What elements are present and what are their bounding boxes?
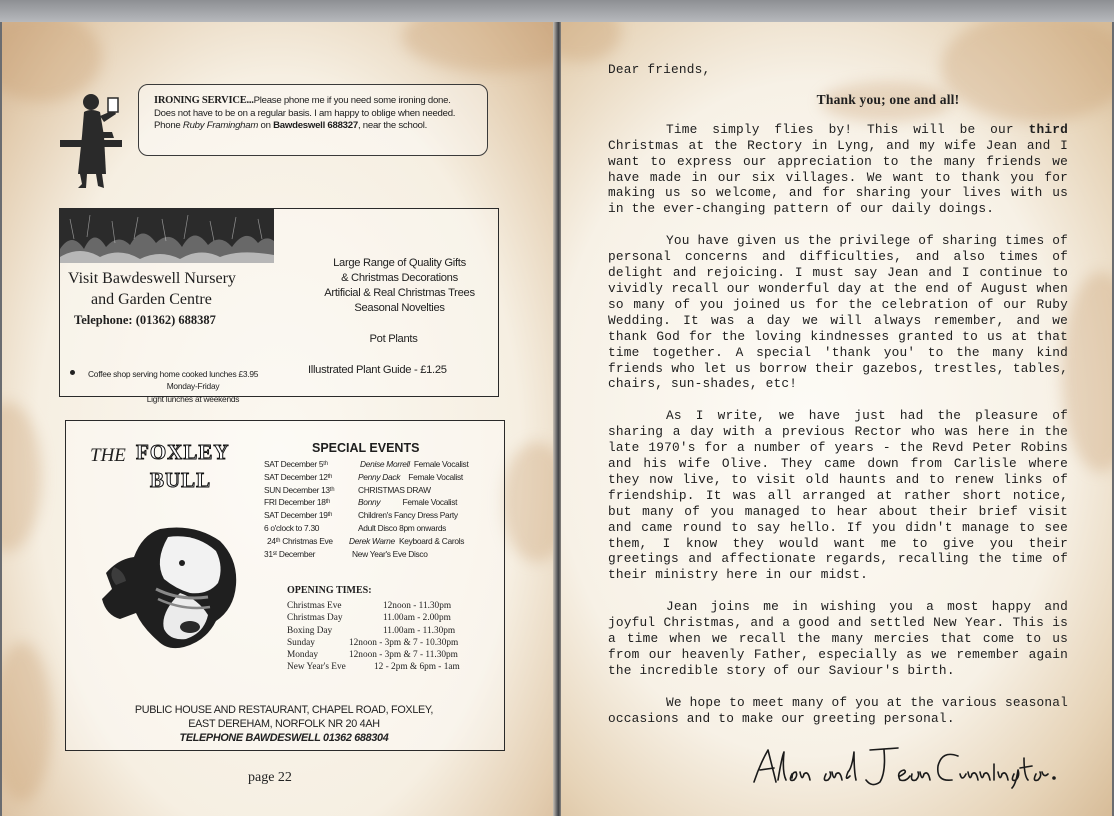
p1-emphasis: third xyxy=(1028,121,1068,137)
nursery-product: Seasonal Novelties xyxy=(354,302,445,314)
foxley-name-line1: FOXLEY xyxy=(136,440,230,464)
p1-text-post: Christmas at the Rectory in Lyng, and my wife Jean and I want to express our appreciation to the many friends we have made in our six villages. We want to thank you for making us so welcome, and for sharing your lives with us in the ever-changing pattern of our daily doings. xyxy=(608,137,1068,217)
cafe-line1: Coffee shop serving home cooked lunches £3.95 xyxy=(88,369,259,379)
event-date: SAT December 19ᵗʰ xyxy=(264,510,333,521)
event-date: FRI December 18ᵗʰ xyxy=(264,497,331,508)
p1-text-pre: Time simply flies by! This will be our xyxy=(666,121,1029,137)
cafe-line3: Light lunches at weekends xyxy=(146,393,240,404)
address-line1: PUBLIC HOUSE AND RESTAURANT, CHAPEL ROAD, FOXLEY, xyxy=(134,704,434,716)
hours-day: Christmas Eve xyxy=(287,601,342,611)
hours-day: New Year's Eve xyxy=(287,662,346,673)
event-date: 6 o'clock to 7.30 xyxy=(264,522,320,533)
event-row xyxy=(264,472,500,485)
foxley-telephone: TELEPHONE BAWDESWELL 01362 688304 xyxy=(179,732,389,744)
event-row xyxy=(264,497,500,510)
stain xyxy=(561,22,621,62)
event-description: Female Vocalist xyxy=(408,471,463,482)
ironing-line3-post: , near the school. xyxy=(357,120,428,132)
bull-head-illustration xyxy=(98,523,243,653)
handwritten-signature xyxy=(748,742,1058,792)
hours-time: 12noon - 11.30pm xyxy=(383,601,452,611)
hours-time: 12 - 2pm & 6pm - 1am xyxy=(374,662,460,673)
stain xyxy=(402,22,555,72)
ironing-title: IRONING SERVICE... xyxy=(154,95,254,106)
event-performer: Bonny xyxy=(358,497,381,508)
nursery-products xyxy=(302,256,497,316)
hours-day: Christmas Day xyxy=(287,613,343,624)
nursery-product: & Christmas Decorations xyxy=(341,272,458,284)
address-line2: EAST DEREHAM, NORFOLK NR 20 4AH xyxy=(188,718,380,730)
letter-heading: Thank you; one and all! xyxy=(816,91,960,107)
event-detail xyxy=(358,485,431,495)
hours-time: 12noon - 3pm & 7 - 11.30pm xyxy=(349,650,458,661)
event-description: Keyboard & Carols xyxy=(398,535,465,546)
event-row xyxy=(264,459,500,472)
hours-time: 11.00am - 11.30pm xyxy=(383,625,456,636)
event-description: New Year's Eve Disco xyxy=(352,548,428,559)
rector-letter xyxy=(608,62,1068,731)
event-detail xyxy=(358,523,446,533)
letter-paragraph-5: We hope to meet many of you at the various seasonal occasions and to make our greeting personal. xyxy=(608,694,1068,726)
trees-illustration xyxy=(60,209,274,263)
hours-time: 11.00am - 2.00pm xyxy=(383,613,451,624)
stain xyxy=(1061,272,1112,472)
event-date: SUN December 13ᵗʰ xyxy=(264,484,335,495)
nursery-cafe-info xyxy=(88,368,298,405)
letter-paragraph-1 xyxy=(608,122,1068,217)
hours-row xyxy=(287,613,502,625)
hours-row xyxy=(287,626,502,638)
ironing-line3-pre: Phone xyxy=(154,120,183,132)
letter-greeting: Dear friends, xyxy=(608,62,711,77)
event-description: Female Vocalist xyxy=(413,459,469,469)
event-performer: Derek Warne xyxy=(349,535,395,546)
nursery-title xyxy=(68,268,268,310)
letter-paragraph-2: You have given us the privilege of sharing times of personal concerns and difficulties, and also times of delight and rejoicing. I must say Jean and I continue to vividly recall our wonderful day at the end of August when so many of you joined us for the celebration of our Ruby Wedding. It was a day we will always remember, and we thank God for the loving kindnesses granted to us at that time together. A special 'thank you' to the many kind friends who let us borrow their gazebos, trestles, tables, chairs, sun-shades, etc! xyxy=(608,233,1068,392)
event-detail xyxy=(358,510,458,520)
event-row xyxy=(264,510,500,523)
cafe-line2: Monday-Friday xyxy=(166,381,220,392)
stain xyxy=(502,442,555,562)
foxley-name-line2: BULL xyxy=(150,468,212,492)
scan-edge xyxy=(0,0,1114,22)
event-description: Children's Fancy Dress Party xyxy=(358,510,458,521)
event-performer: Penny Dack xyxy=(358,471,401,482)
foxley-the: THE xyxy=(90,445,126,466)
event-date: 31ˢᵗ December xyxy=(264,548,316,559)
foxley-bull-ad xyxy=(65,420,505,751)
event-description: CHRISTMAS DRAW xyxy=(358,484,431,495)
ironing-line1: Please phone me if you need some ironing done. xyxy=(253,95,451,106)
opening-times-title: OPENING TIMES: xyxy=(287,585,372,596)
nursery-pot-plants: Pot Plants xyxy=(369,333,418,345)
ironing-phone-number: Bawdeswell 688327 xyxy=(273,120,358,132)
hours-row xyxy=(287,662,502,674)
foxley-address xyxy=(66,703,502,745)
hours-row xyxy=(287,650,502,662)
event-detail xyxy=(358,472,463,482)
special-events-title: SPECIAL EVENTS xyxy=(312,441,420,455)
event-detail xyxy=(349,536,464,546)
hours-row xyxy=(287,638,502,650)
opening-times-list xyxy=(287,601,502,675)
event-row xyxy=(264,536,500,549)
nursery-plant-guide: Illustrated Plant Guide - £1.25 xyxy=(308,364,447,376)
ironing-woman-illustration xyxy=(60,88,126,192)
event-row xyxy=(264,485,500,498)
special-events-list xyxy=(264,459,500,561)
event-row xyxy=(264,549,500,562)
event-description: Female Vocalist xyxy=(402,497,458,508)
ironing-line3-mid: on xyxy=(258,120,274,132)
event-row xyxy=(264,523,500,536)
event-description: Adult Disco 8pm onwards xyxy=(358,522,447,533)
nursery-ad xyxy=(59,208,499,404)
ironing-line2: Does not have to be on a regular basis. I am happy to oblige when needed. xyxy=(154,107,456,119)
event-detail xyxy=(358,497,457,507)
event-detail xyxy=(352,549,428,559)
left-page xyxy=(2,22,555,816)
stain xyxy=(2,642,52,802)
event-performer: Denise Morrell xyxy=(360,459,410,469)
page-number: page 22 xyxy=(248,770,292,785)
nursery-title-line1: Visit Bawdeswell Nursery xyxy=(68,270,236,287)
nursery-product: Artificial & Real Christmas Trees xyxy=(324,287,475,299)
hours-day: Monday xyxy=(287,650,318,661)
event-date: SAT December 12ᵗʰ xyxy=(264,471,333,482)
ironing-service-ad xyxy=(138,84,488,156)
letter-paragraph-3: As I write, we have just had the pleasure of sharing a day with a previous Rector who was here in the late 1970's for a number of years - the Revd Peter Robins and his wife Olive. They came down from Carlisle where they now live, to visit old haunts and to renew links of friendship. It was all arranged at rather short notice, but many of you managed to hear about their brief visit and came round to say hello. If you didn't manage to see them, I know they would want me to give you their greetings and affectionate regards, recalling the time of their ministry here in our midst. xyxy=(608,408,1068,583)
nursery-title-line2: and Garden Centre xyxy=(91,291,212,308)
hours-row xyxy=(287,601,502,613)
nursery-telephone: Telephone: (01362) 688387 xyxy=(74,313,216,327)
event-date: SAT December 5ᵗʰ xyxy=(264,459,328,469)
hours-day: Boxing Day xyxy=(287,625,333,636)
event-detail xyxy=(360,459,468,469)
hours-day: Sunday xyxy=(287,637,315,648)
ironing-contact-name: Ruby Framingham xyxy=(182,120,259,132)
event-date: 24ᵗʰ Christmas Eve xyxy=(267,535,333,546)
hours-time: 12noon - 3pm & 7 - 10.30pm xyxy=(349,637,459,648)
bullet-icon xyxy=(70,370,75,375)
letter-paragraph-4: Jean joins me in wishing you a most happy and joyful Christmas, and a good and settled New Year. This is a time when we recall the many mercies that come to us from our heavenly Father, especially as we remember again the incredible story of our Saviour's birth. xyxy=(608,599,1068,678)
stain xyxy=(2,402,42,552)
right-page xyxy=(561,22,1112,816)
nursery-product: Large Range of Quality Gifts xyxy=(333,257,466,269)
